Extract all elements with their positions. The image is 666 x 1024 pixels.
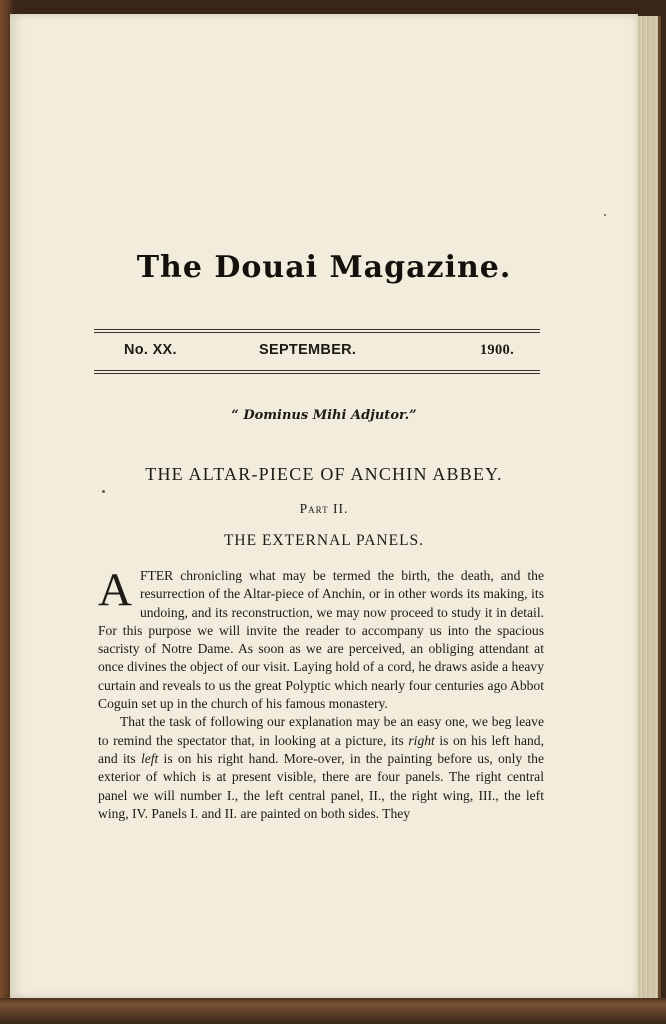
issue-month: SEPTEMBER. — [259, 342, 357, 358]
paragraph-1 — [98, 564, 544, 713]
paragraph-2-right: right — [408, 732, 435, 748]
article-body — [98, 564, 544, 823]
header-rule-bottom — [94, 370, 540, 371]
motto: “ Dominus Mihi Adjutor.” — [231, 408, 417, 423]
magazine-page — [10, 14, 638, 998]
paragraph-2 — [98, 713, 544, 823]
paper-speck — [102, 490, 105, 493]
header-rule-top-inner — [94, 332, 540, 333]
book-cover-bottom — [0, 998, 666, 1024]
article-title: THE ALTAR-PIECE OF ANCHIN ABBEY. — [145, 464, 503, 484]
drop-cap: A — [98, 564, 132, 616]
magazine-title: The Douai Magazine. — [136, 250, 512, 285]
issue-year: 1900. — [479, 342, 514, 358]
paper-speck — [604, 214, 606, 216]
article-part: Part II. — [299, 501, 349, 516]
paragraph-2-text-b: is on his left hand, and its — [98, 732, 544, 766]
header-rule-bottom-inner — [94, 373, 540, 374]
paragraph-2-left: left — [140, 750, 159, 766]
header-rule-top — [94, 329, 540, 330]
article-subtitle: THE EXTERNAL PANELS. — [223, 532, 425, 549]
paragraph-1-text: FTER chronicling what may be termed the birth, the death, and the resurrection of the Altar-piece of Anchin, or in other words its making, its undoing, and its reconstruction, we may now proceed to study it in detail. For this purpose we will invite the reader to accompany us into the spacious sacristy of Notre Dame. As soon as we are perceived, an obliging attendant at once divines the object of our visit. Laying hold of a cord, he draws aside a heavy curtain and reveals to us the great Polyptic which nearly four centuries ago Abbot Coguin set up in the church of his famous monastery. — [98, 568, 544, 712]
issue-number: No. XX. — [124, 342, 177, 358]
page-fore-edge — [638, 16, 661, 1000]
paragraph-2-text-c: is on his right hand. More-over, in the painting before us, only the exterior of which is at present visible, there are four panels. The right central panel we will number I., the left central panel, II., the right wing, III., the left wing, IV. Panels I. and II. are painted on both sides. They — [98, 750, 544, 821]
paragraph-2-text-a: That the task of following our explanation may be an easy one, we beg leave to remind the spectator that, in looking at a picture, its — [98, 714, 544, 748]
